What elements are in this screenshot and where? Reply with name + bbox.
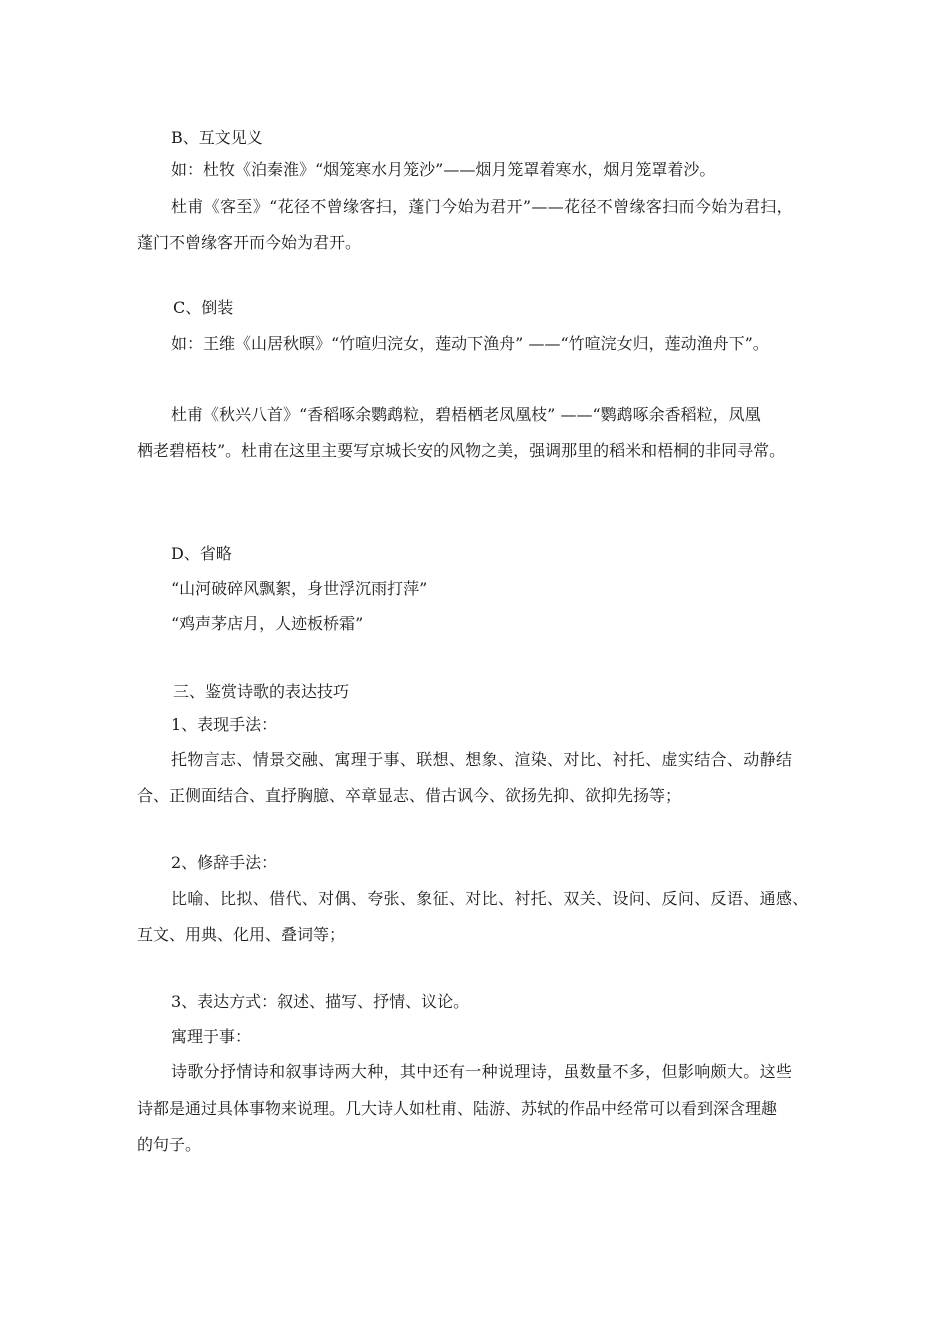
section-d-line-1: “山河破碎风飘絮，身世浮沉雨打萍” <box>171 579 428 598</box>
section-three-heading: 三、鉴赏诗歌的表达技巧 <box>173 682 350 701</box>
section-d-heading: D、省略 <box>171 544 232 563</box>
item-3-title: 3、表达方式：叙述、描写、抒情、议论。 <box>171 992 470 1011</box>
item-2-title: 2、修辞手法： <box>171 853 278 872</box>
section-c-line-2: 杜甫《秋兴八首》“香稻啄余鹦鹉粒，碧梧栖老凤凰枝” ——“鹦鹉啄余香稻粒，凤凰 <box>171 405 761 424</box>
section-b-line-1: 如：杜牧《泊秦淮》“烟笼寒水月笼沙”——烟月笼罩着寒水，烟月笼罩着沙。 <box>171 160 716 179</box>
sub-line-1: 诗歌分抒情诗和叙事诗两大种，其中还有一种说理诗，虽数量不多，但影响颇大。这些 <box>171 1062 793 1081</box>
sub-line-3: 的句子。 <box>137 1135 202 1154</box>
section-c-line-1: 如：王维《山居秋暝》“竹喧归浣女，莲动下渔舟” ——“竹喧浣女归，莲动渔舟下”。 <box>171 334 769 353</box>
item-2-line-1: 比喻、比拟、借代、对偶、夸张、象征、对比、衬托、双关、设问、反问、反语、通感、 <box>171 889 809 908</box>
section-d-line-2: “鸡声茅店月，人迹板桥霜” <box>171 614 364 633</box>
sub-line-2: 诗都是通过具体事物来说理。几大诗人如杜甫、陆游、苏轼的作品中经常可以看到深含理趣 <box>137 1099 778 1118</box>
section-c-heading: C、倒装 <box>173 298 234 317</box>
item-1-title: 1、表现手法： <box>171 715 278 734</box>
item-2-line-2: 互文、用典、化用、叠词等； <box>137 925 346 944</box>
item-1-line-1: 托物言志、情景交融、寓理于事、联想、想象、渲染、对比、衬托、虚实结合、动静结 <box>171 750 793 769</box>
section-b-line-3: 蓬门不曾缘客开而今始为君开。 <box>137 233 362 252</box>
section-c-line-3: 栖老碧梧枝”。杜甫在这里主要写京城长安的风物之美，强调那里的稻米和梧桐的非同寻常。 <box>137 441 786 460</box>
section-b-line-2: 杜甫《客至》“花径不曾缘客扫，蓬门今始为君开”——花径不曾缘客扫而今始为君扫， <box>171 197 794 216</box>
section-b-heading: B、互文见义 <box>171 128 263 147</box>
item-1-line-2: 合、正侧面结合、直抒胸臆、卒章显志、借古讽今、欲扬先抑、欲抑先扬等； <box>137 786 682 805</box>
sub-title: 寓理于事： <box>171 1027 252 1046</box>
